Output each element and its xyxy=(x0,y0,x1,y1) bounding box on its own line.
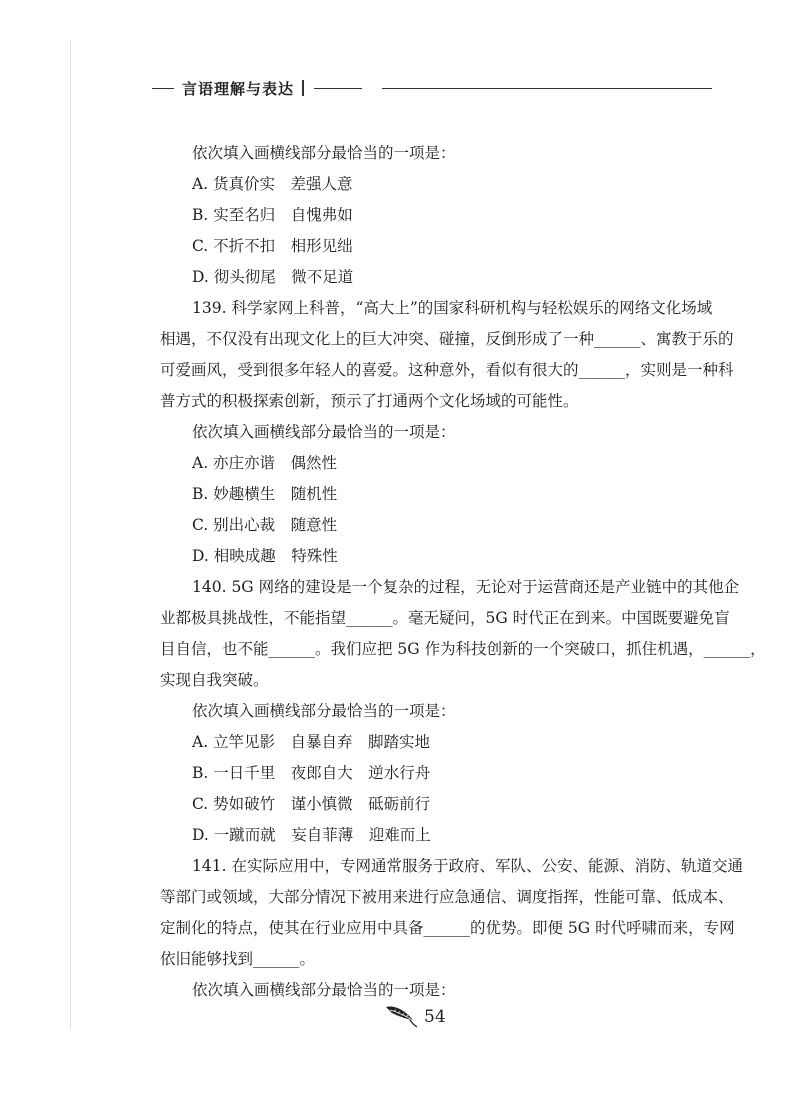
header-dash xyxy=(152,88,174,89)
q139-stem xyxy=(160,293,734,417)
q139-option-b: B. 妙趣横生 随机性 xyxy=(192,485,338,503)
q141-line-2: 等部门或领域，大部分情况下被用来进行应急通信、调度指挥，性能可靠、低成本、 xyxy=(160,888,734,906)
header-rule-short xyxy=(314,88,362,89)
q139-line-4: 普方式的积极探索创新，预示了打通两个文化场域的可能性。 xyxy=(160,392,579,410)
q141-prompt: 依次填入画横线部分最恰当的一项是： xyxy=(192,981,456,999)
q140-line-2: 业都极具挑战性，不能指望______。毫无疑问，5G 时代正在到来。中国既要避免盲 xyxy=(160,609,730,627)
q140-option-d: D. 一蹴而就 妄自菲薄 迎难而上 xyxy=(192,826,431,844)
page-spine-shadow xyxy=(70,40,71,1030)
feather-quill-icon xyxy=(384,1001,418,1033)
q139-line-3: 可爱画风，受到很多年轻人的喜爱。这种意外，看似有很大的______，实则是一种科 xyxy=(160,361,734,379)
q139-line-2: 相遇，不仅没有出现文化上的巨大冲突、碰撞，反倒形成了一种______、寓教于乐的 xyxy=(160,330,734,348)
q140-option-a: A. 立竿见影 自暴自弃 脚踏实地 xyxy=(192,733,431,751)
page-content xyxy=(160,138,766,1006)
page-number: 54 xyxy=(424,1007,446,1027)
q139-option-a: A. 亦庄亦谐 偶然性 xyxy=(192,454,338,472)
q138-option-d: D. 彻头彻尾 微不足道 xyxy=(192,268,354,286)
q138-option-c: C. 不折不扣 相形见绌 xyxy=(192,237,353,255)
q140-option-b: B. 一日千里 夜郎自大 逆水行舟 xyxy=(192,764,431,782)
q140-prompt: 依次填入画横线部分最恰当的一项是： xyxy=(192,702,456,720)
q139-line-1: 139. 科学家网上科普，“高大上”的国家科研机构与轻松娱乐的网络文化场域 xyxy=(192,299,713,317)
q139-option-c: C. 别出心裁 随意性 xyxy=(192,516,338,534)
header-rule-long xyxy=(382,88,712,89)
q140-line-3: 目自信，也不能______。我们应把 5G 作为科技创新的一个突破口，抓住机遇，______， xyxy=(160,640,766,658)
q141-line-1: 141. 在实际应用中，专网通常服务于政府、军队、公安、能源、消防、轨道交通 xyxy=(192,857,743,875)
page-footer xyxy=(384,1000,504,1034)
q138-option-a: A. 货真价实 差强人意 xyxy=(192,175,353,193)
q140-line-1: 140. 5G 网络的建设是一个复杂的过程，无论对于运营商还是产业链中的其他企 xyxy=(192,578,740,596)
q141-stem xyxy=(160,851,743,975)
running-header xyxy=(152,76,712,100)
q140-line-4: 实现自我突破。 xyxy=(160,671,269,689)
q141-line-4: 依旧能够找到______。 xyxy=(160,950,316,968)
q138-prompt: 依次填入画横线部分最恰当的一项是： xyxy=(192,144,456,162)
header-separator xyxy=(302,80,304,96)
q141-line-3: 定制化的特点，使其在行业应用中具备______的优势。即便 5G 时代呼啸而来，专网 xyxy=(160,919,735,937)
q139-prompt: 依次填入画横线部分最恰当的一项是： xyxy=(192,423,456,441)
header-title: 言语理解与表达 xyxy=(182,79,295,98)
q140-stem xyxy=(160,572,766,696)
q140-option-c: C. 势如破竹 谨小慎微 砥砺前行 xyxy=(192,795,431,813)
q138-option-b: B. 实至名归 自愧弗如 xyxy=(192,206,353,224)
q139-option-d: D. 相映成趣 特殊性 xyxy=(192,547,338,565)
